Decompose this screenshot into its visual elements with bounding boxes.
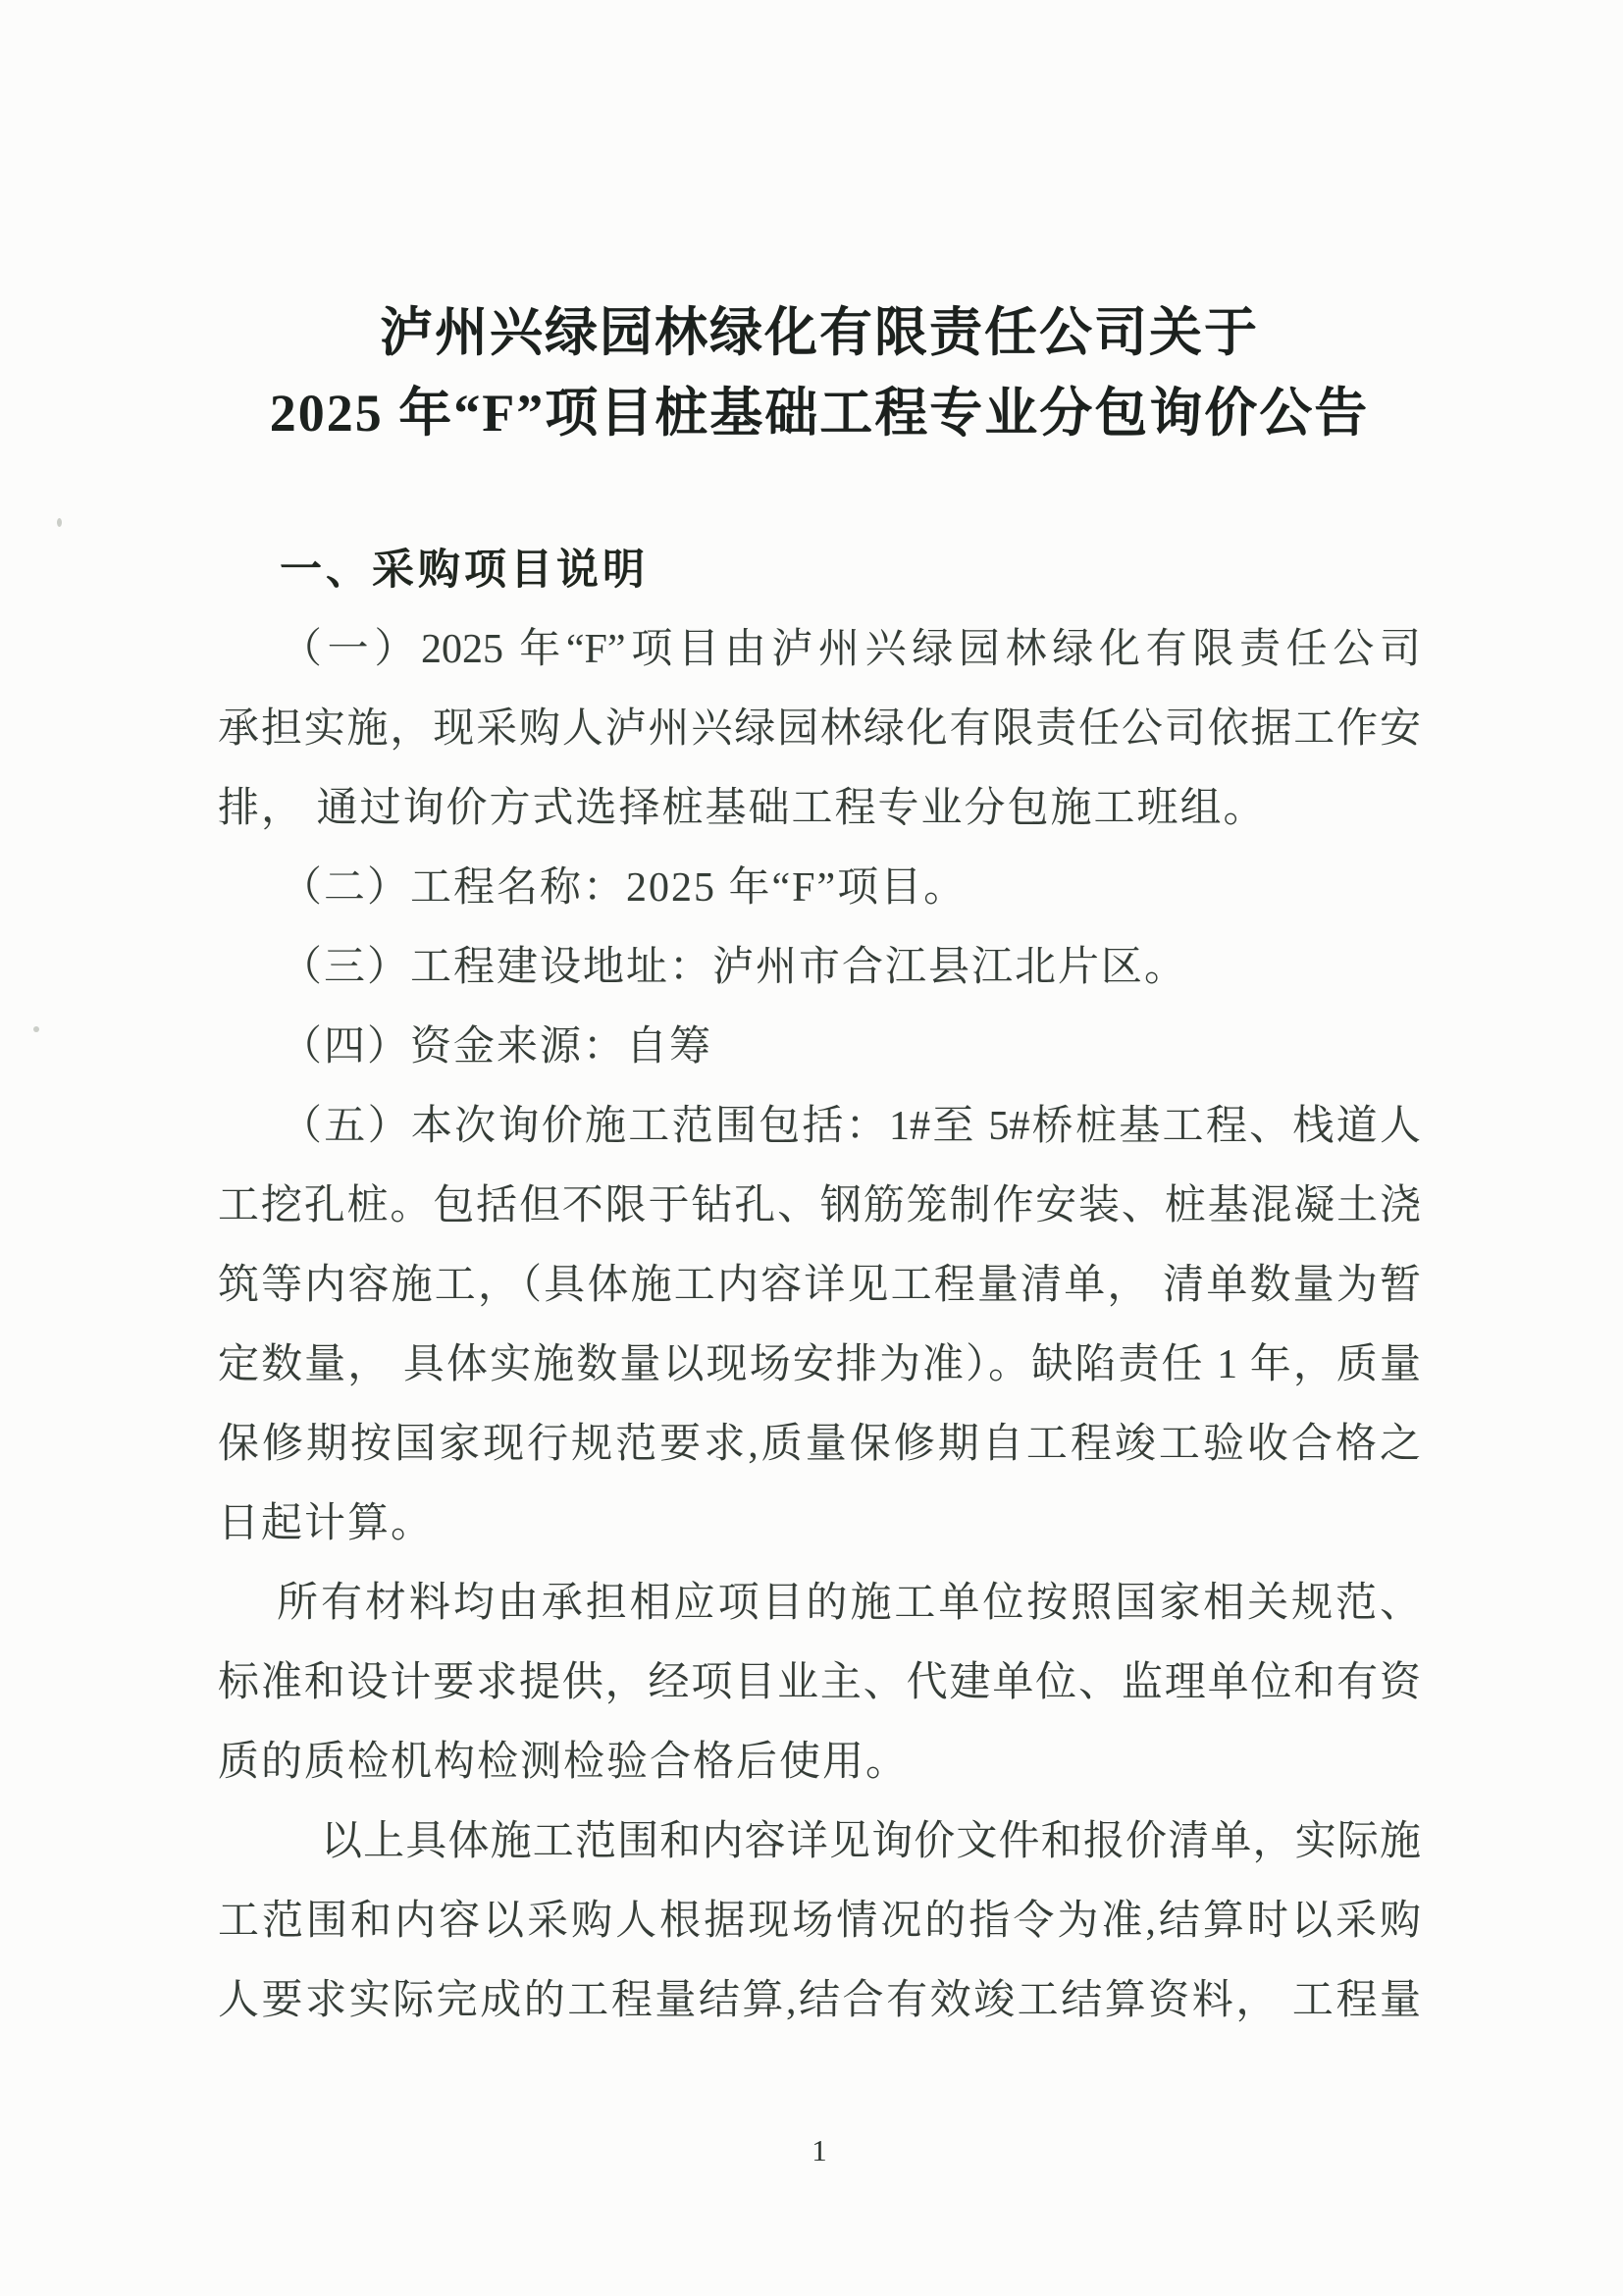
text-line: 定数量， 具体实施数量以现场安排为准）。缺陷责任 1 年，质量	[218, 1342, 1421, 1387]
text-line: 日起计算。	[218, 1501, 435, 1546]
text-line: 筑等内容施工，（具体施工内容详见工程量清单， 清单数量为暂	[218, 1263, 1421, 1308]
scan-speck	[33, 1026, 39, 1032]
section-heading: 一、采购项目说明	[280, 546, 649, 595]
text-line: （一）2025 年“F”项目由泸州兴绿园林绿化有限责任公司	[281, 627, 1421, 672]
text-line: 人要求实际完成的工程量结算,结合有效竣工结算资料， 工程量	[218, 1978, 1421, 2023]
document-content	[218, 292, 1421, 2041]
text-line: 承担实施，现采购人泸州兴绿园林绿化有限责任公司依据工作安	[218, 706, 1421, 752]
text-line: 保修期按国家现行规范要求,质量保修期自工程竣工验收合格之	[218, 1422, 1421, 1467]
text-line: （三）工程建设地址：泸州市合江县江北片区。	[281, 945, 1188, 990]
text-line: （二）工程名称：2025 年“F”项目。	[281, 865, 968, 911]
text-line: 工挖孔桩。包括但不限于钻孔、钢筋笼制作安装、桩基混凝土浇	[218, 1183, 1421, 1228]
text-line: （五）本次询价施工范围包括：1#至 5#桥桩基工程、栈道人	[281, 1104, 1421, 1149]
document-title-line-2: 2025 年“F”项目桩基础工程专业分包询价公告	[269, 384, 1370, 443]
document-title-line-1: 泸州兴绿园林绿化有限责任公司关于	[380, 303, 1259, 362]
text-line: 标准和设计要求提供，经项目业主、代建单位、监理单位和有资	[218, 1660, 1421, 1705]
text-line: （四）资金来源：自筹	[281, 1024, 713, 1070]
text-line: 质的质检机构检测检验合格后使用。	[218, 1740, 910, 1785]
text-line: 工范围和内容以采购人根据现场情况的指令为准,结算时以采购	[218, 1899, 1421, 1944]
text-line: 所有材料均由承担相应项目的施工单位按照国家相关规范、	[277, 1581, 1421, 1626]
text-line: 以上具体施工范围和内容详见询价文件和报价清单，实际施	[321, 1819, 1421, 1864]
scan-speck	[57, 518, 62, 527]
page-number: 1	[812, 2133, 827, 2167]
text-line: 排， 通过询价方式选择桩基础工程专业分包施工班组。	[218, 786, 1267, 831]
body-lines	[218, 610, 1421, 2041]
